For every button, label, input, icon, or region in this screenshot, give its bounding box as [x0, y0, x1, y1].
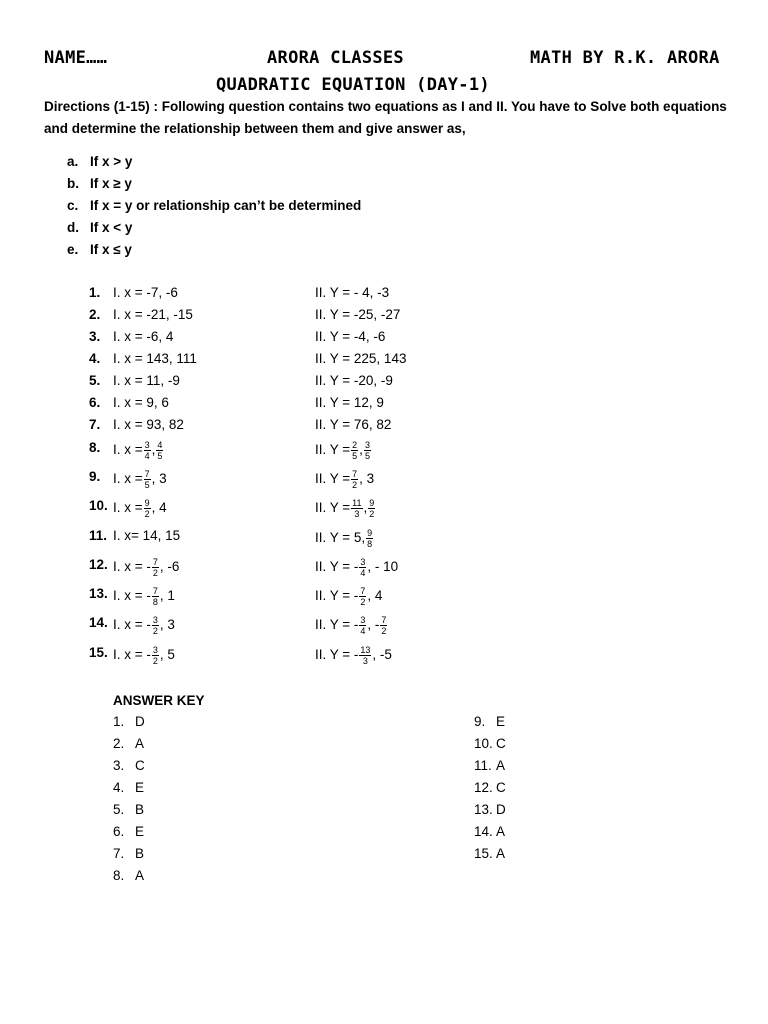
equation-text: I. x = - [113, 647, 151, 663]
fraction-denominator: 2 [360, 597, 366, 607]
equation-text: I. x = 11, -9 [113, 373, 180, 388]
equation-two [315, 373, 393, 388]
answer-number: 6. [113, 824, 125, 839]
fraction [351, 469, 358, 490]
answer-value: C [135, 758, 145, 773]
fraction-numerator: 7 [381, 615, 387, 625]
fraction-numerator: 3 [360, 615, 366, 625]
fraction-numerator: 3 [360, 557, 366, 567]
equation-text: , 3 [359, 471, 375, 487]
equation-two [315, 417, 391, 432]
answer-number: 10. [474, 736, 493, 751]
directions-text: Directions (1-15) : Following question contains two equations as I and II. You have to Solve both equations and determine the relationship between them and give answer as, [44, 99, 727, 136]
question-number: 1. [89, 285, 101, 300]
fraction-numerator: 4 [157, 440, 163, 450]
equation-text: II. Y = 12, 9 [315, 395, 384, 410]
fraction [359, 557, 366, 578]
answer-value: C [496, 736, 506, 751]
question-number: 13. [89, 586, 108, 601]
equation-two [315, 528, 374, 549]
equation-text: II. Y = -20, -9 [315, 373, 393, 388]
answer-number: 2. [113, 736, 125, 751]
equation-two [315, 329, 385, 344]
answer-number: 9. [474, 714, 486, 729]
equation-one [113, 395, 169, 410]
option-letter: a. [67, 154, 79, 169]
fraction-denominator: 2 [144, 509, 150, 519]
equation-two [315, 645, 392, 666]
fraction [144, 440, 151, 461]
fraction-denominator: 2 [152, 568, 158, 578]
fraction-denominator: 5 [364, 451, 370, 461]
fraction [366, 528, 373, 549]
equation-text: , 3 [151, 471, 167, 487]
answer-value: A [135, 736, 145, 751]
answer-value: D [496, 802, 506, 817]
equation-text: I. x = 93, 82 [113, 417, 184, 432]
name-field-label: NAME…… [44, 48, 108, 68]
fraction-denominator: 5 [352, 451, 358, 461]
equation-one [113, 586, 175, 607]
equation-text: , [363, 500, 368, 516]
answer-value: B [135, 802, 145, 817]
equation-text: I. x = [113, 500, 143, 516]
answer-value: B [135, 846, 145, 861]
equation-text: I. x = - [113, 588, 151, 604]
answer-value: A [496, 758, 506, 773]
fraction-numerator: 7 [352, 469, 358, 479]
equation-text: I. x = [113, 442, 143, 458]
equation-text: II. Y = - [315, 617, 359, 633]
question-number: 6. [89, 395, 101, 410]
answer-value: E [496, 714, 506, 729]
equation-text: , 4 [151, 500, 167, 516]
equation-text: , 1 [159, 588, 175, 604]
equation-text: II. Y = - [315, 588, 359, 604]
fraction [359, 615, 366, 636]
fraction [359, 645, 371, 666]
answer-value: A [496, 846, 506, 861]
equation-text: II. Y = -4, -6 [315, 329, 386, 344]
equation-text: , -5 [372, 647, 392, 663]
fraction-numerator: 3 [152, 645, 158, 655]
option-text: If x ≤ y [90, 242, 132, 257]
answer-number: 15. [474, 846, 493, 861]
fraction [152, 557, 159, 578]
answer-value: E [135, 780, 145, 795]
question-number: 8. [89, 440, 101, 455]
equation-one [113, 440, 164, 461]
option-text: If x < y [90, 220, 133, 235]
equation-one [113, 307, 193, 322]
answer-number: 3. [113, 758, 125, 773]
equation-two [315, 586, 382, 607]
equation-text: , 5 [159, 647, 175, 663]
answer-number: 5. [113, 802, 125, 817]
institute-title: ARORA CLASSES [267, 48, 404, 68]
equation-one [113, 285, 178, 300]
fraction-numerator: 7 [152, 557, 158, 567]
option-letter: c. [67, 198, 79, 213]
equation-text: , [359, 442, 363, 458]
page-title: QUADRATIC EQUATION (DAY-1) [216, 75, 490, 95]
answer-value: E [135, 824, 145, 839]
fraction-denominator: 8 [367, 539, 373, 549]
question-number: 11. [89, 528, 108, 543]
equation-two [315, 351, 406, 366]
fraction-denominator: 4 [360, 626, 366, 636]
equation-one [113, 615, 175, 636]
fraction-numerator: 7 [152, 586, 158, 596]
equation-text: II. Y = 5, [315, 530, 366, 546]
equation-text: , 3 [159, 617, 175, 633]
fraction [351, 440, 358, 461]
fraction [152, 615, 159, 636]
option-text: If x > y [90, 154, 133, 169]
question-number: 2. [89, 307, 101, 322]
fraction-numerator: 2 [352, 440, 358, 450]
equation-two [315, 498, 376, 519]
equation-text: , - [367, 617, 380, 633]
fraction-denominator: 2 [352, 480, 358, 490]
equation-two [315, 395, 384, 410]
answer-number: 13. [474, 802, 493, 817]
equation-two [315, 557, 398, 578]
question-number: 12. [89, 557, 108, 572]
author-label: MATH BY R.K. ARORA [530, 48, 720, 68]
fraction [152, 645, 159, 666]
question-number: 3. [89, 329, 101, 344]
equation-text: II. Y = -25, -27 [315, 307, 401, 322]
option-letter: b. [67, 176, 79, 191]
answer-number: 4. [113, 780, 125, 795]
fraction-numerator: 7 [144, 469, 150, 479]
fraction-denominator: 5 [144, 480, 150, 490]
fraction-denominator: 3 [362, 656, 368, 666]
equation-text: , -6 [159, 559, 180, 575]
equation-text: II. Y = [315, 471, 351, 487]
question-number: 14. [89, 615, 108, 630]
fraction-numerator: 9 [367, 528, 373, 538]
equation-text: , [151, 442, 156, 458]
equation-one [113, 528, 180, 543]
equation-text: II. Y = - [315, 559, 359, 575]
equation-one [113, 557, 179, 578]
fraction-denominator: 2 [152, 626, 158, 636]
equation-text: I. x = [113, 471, 143, 487]
answer-value: D [135, 714, 145, 729]
answer-number: 14. [474, 824, 493, 839]
option-text: If x = y or relationship can’t be determined [90, 198, 362, 213]
question-number: 15. [89, 645, 108, 660]
fraction-numerator: 9 [369, 498, 375, 508]
equation-one [113, 645, 175, 666]
equation-text: II. Y = [315, 442, 351, 458]
fraction [368, 498, 375, 519]
answer-number: 1. [113, 714, 125, 729]
equation-text: I. x = 9, 6 [113, 395, 169, 410]
equation-one [113, 373, 180, 388]
equation-text: II. Y = - 4, -3 [315, 285, 390, 300]
fraction [156, 440, 163, 461]
equation-one [113, 469, 167, 490]
question-number: 7. [89, 417, 101, 432]
equation-text: I. x = - [113, 617, 151, 633]
answer-number: 11. [474, 758, 492, 773]
answer-value: A [496, 824, 506, 839]
equation-one [113, 351, 197, 366]
option-text: If x ≥ y [90, 176, 132, 191]
equation-text: I. x = -7, -6 [113, 285, 178, 300]
option-letter: e. [67, 242, 79, 257]
answer-number: 12. [474, 780, 493, 795]
answer-value: A [135, 868, 145, 883]
equation-two [315, 440, 372, 461]
equation-text: II. Y = 225, 143 [315, 351, 407, 366]
fraction-numerator: 3 [152, 615, 158, 625]
answer-value: C [496, 780, 506, 795]
option-letter: d. [67, 220, 79, 235]
fraction [364, 440, 371, 461]
answer-key-title: ANSWER KEY [113, 693, 205, 708]
equation-one [113, 417, 184, 432]
equation-text: I. x = 143, 111 [113, 351, 197, 366]
question-number: 9. [89, 469, 101, 484]
equation-text: I. x = -21, -15 [113, 307, 193, 322]
fraction-numerator: 11 [352, 498, 362, 508]
fraction [380, 615, 387, 636]
fraction-denominator: 4 [360, 568, 366, 578]
fraction [144, 498, 151, 519]
fraction [144, 469, 151, 490]
equation-text: I. x = - [113, 559, 151, 575]
equation-text: II. Y = - [315, 647, 359, 663]
fraction-denominator: 3 [354, 509, 360, 519]
fraction-numerator: 7 [360, 586, 366, 596]
question-number: 4. [89, 351, 101, 366]
equation-one [113, 498, 167, 519]
fraction-denominator: 2 [381, 626, 387, 636]
equation-text: , - 10 [367, 559, 399, 575]
question-number: 10. [89, 498, 108, 513]
fraction-numerator: 3 [144, 440, 150, 450]
fraction-denominator: 8 [152, 597, 158, 607]
equation-text: I. x= 14, 15 [113, 528, 181, 543]
equation-one [113, 329, 173, 344]
equation-text: II. Y = [315, 500, 351, 516]
fraction [152, 586, 159, 607]
equation-text: I. x = -6, 4 [113, 329, 174, 344]
fraction-numerator: 3 [364, 440, 370, 450]
fraction [359, 586, 366, 607]
equation-two [315, 285, 389, 300]
equation-text: , 4 [367, 588, 383, 604]
answer-number: 8. [113, 868, 125, 883]
fraction-denominator: 4 [144, 451, 150, 461]
fraction [351, 498, 362, 519]
question-number: 5. [89, 373, 101, 388]
answer-number: 7. [113, 846, 125, 861]
equation-text: II. Y = 76, 82 [315, 417, 392, 432]
fraction-numerator: 9 [144, 498, 150, 508]
equation-two [315, 307, 400, 322]
fraction-denominator: 2 [152, 656, 158, 666]
fraction-denominator: 2 [369, 509, 375, 519]
fraction-numerator: 13 [360, 645, 371, 655]
equation-two [315, 469, 374, 490]
fraction-denominator: 5 [157, 451, 163, 461]
equation-two [315, 615, 388, 636]
